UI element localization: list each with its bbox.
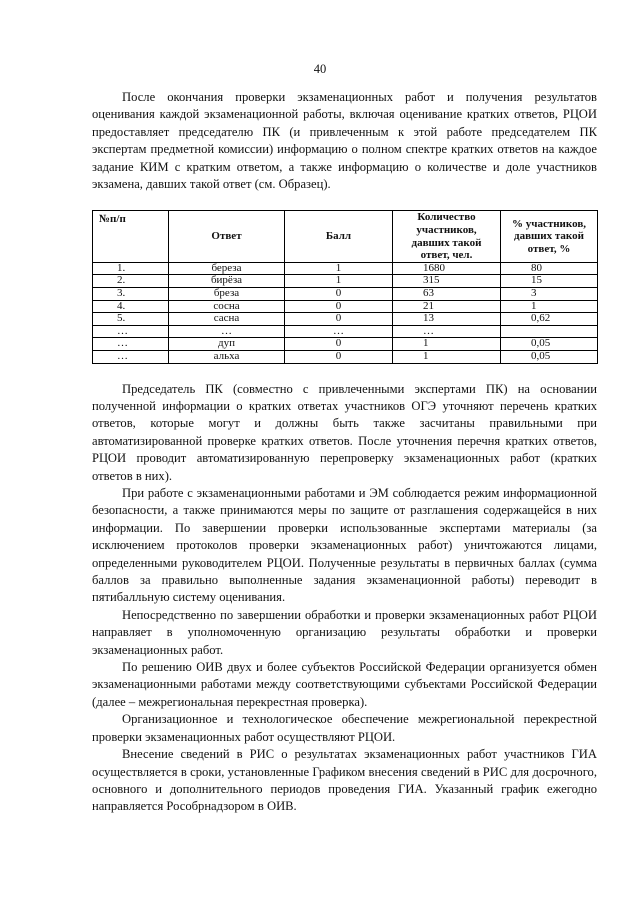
cell-num: 3.	[93, 288, 169, 301]
cell-count: 63	[393, 288, 501, 301]
sample-table-wrapper	[92, 210, 597, 363]
page-number: 40	[313, 62, 327, 76]
cell-percent: 0,05	[501, 350, 598, 363]
short-answers-table	[92, 210, 598, 363]
cell-count: 1	[393, 338, 501, 351]
cell-count: 21	[393, 300, 501, 313]
header-percent: % участников, давших такой ответ, %	[501, 211, 598, 262]
paragraph: По решению ОИВ двух и более субъектов Российской Федерации организуется обмен экзаменационными работами между соответствующими субъектами Российской Федерации (далее – межрегиональная перекрестная проверка).	[92, 660, 597, 709]
header-count: Количество участников, давших такой ответ, чел.	[393, 211, 501, 262]
table-row	[93, 313, 598, 326]
cell-percent: 0,62	[501, 313, 598, 326]
cell-score: 0	[285, 338, 393, 351]
cell-num: 2.	[93, 275, 169, 288]
header-score: Балл	[285, 211, 393, 262]
table-header-row	[93, 211, 598, 262]
header-answer: Ответ	[169, 211, 285, 262]
cell-count: 1680	[393, 262, 501, 275]
cell-num: 5.	[93, 313, 169, 326]
table-row	[93, 325, 598, 338]
cell-score: 1	[285, 262, 393, 275]
table-row	[93, 275, 598, 288]
cell-answer: …	[169, 325, 285, 338]
cell-answer: сосна	[169, 300, 285, 313]
cell-percent: 0,05	[501, 338, 598, 351]
cell-percent	[501, 325, 598, 338]
paragraph: Председатель ПК (совместно с привлеченными экспертами ПК) на основании полученной информации о кратких ответах участников ОГЭ уточняют перечень кратких ответов, которые могут и должны быть также засчитаны правильными при автоматизированной проверке кратких ответов. После уточнения перечня кратких ответов, РЦОИ проводит автоматизированную перепроверку экзаменационных работ (кратких ответов в них).	[92, 381, 597, 483]
table-row	[93, 262, 598, 275]
cell-num: …	[93, 325, 169, 338]
cell-percent: 1	[501, 300, 598, 313]
paragraph: Внесение сведений в РИС о результатах экзаменационных работ участников ГИА осуществляется в сроки, установленные Графиком внесения сведений в РИС для досрочного, основного и дополнительного периодов проведения ГИА. Указанный график ежегодно направляется Рособрнадзором в ОИВ.	[92, 747, 597, 814]
cell-num: …	[93, 338, 169, 351]
document-body	[92, 89, 597, 816]
cell-percent: 3	[501, 288, 598, 301]
cell-score: 1	[285, 275, 393, 288]
cell-answer: альха	[169, 350, 285, 363]
cell-count: 315	[393, 275, 501, 288]
cell-count: 13	[393, 313, 501, 326]
cell-count: 1	[393, 350, 501, 363]
table-row	[93, 288, 598, 301]
cell-answer: бреза	[169, 288, 285, 301]
cell-score: …	[285, 325, 393, 338]
cell-score: 0	[285, 313, 393, 326]
cell-num: 1.	[93, 262, 169, 275]
cell-num: …	[93, 350, 169, 363]
header-num: №п/п	[93, 211, 169, 262]
table-row	[93, 300, 598, 313]
cell-answer: дуп	[169, 338, 285, 351]
cell-answer: бирёза	[169, 275, 285, 288]
cell-num: 4.	[93, 300, 169, 313]
paragraph: После окончания проверки экзаменационных работ и получения результатов оценивания каждой экзаменационной работы, включая оценивание кратких ответов, РЦОИ предоставляет председателю ПК (и привлеченным к этой работе председателем ПК экспертам предметной комиссии) информацию о полном спектре кратких ответов на каждое задание КИМ с кратким ответом, а также информацию о количестве и доле участников экзамена, давших такой ответ (см. Образец).	[92, 90, 597, 192]
cell-score: 0	[285, 350, 393, 363]
paragraph: Организационное и технологическое обеспечение межрегиональной перекрестной проверки экзаменационных работ осуществляют РЦОИ.	[92, 712, 597, 744]
cell-answer: береза	[169, 262, 285, 275]
cell-percent: 80	[501, 262, 598, 275]
cell-percent: 15	[501, 275, 598, 288]
cell-score: 0	[285, 288, 393, 301]
paragraph: При работе с экзаменационными работами и ЭМ соблюдается режим информационной безопасности, а также принимаются меры по защите от разглашения содержащейся в них информации. По завершении проверки использованные экспертами материалы (за исключением протоколов проверки экзаменационных работ) уничтожаются лицами, определенными руководителем РЦОИ. Полученные результаты в первичных баллах (сумма баллов за правильно выполненные задания экзаменационной работы) переводит в пятибалльную систему оценивания.	[92, 486, 597, 605]
cell-count: …	[393, 325, 501, 338]
paragraph: Непосредственно по завершении обработки и проверки экзаменационных работ РЦОИ направляет в уполномоченную организацию результаты обработки и проверки экзаменационных работ.	[92, 607, 597, 657]
table-row	[93, 338, 598, 351]
cell-score: 0	[285, 300, 393, 313]
table-row	[93, 350, 598, 363]
cell-answer: сасна	[169, 313, 285, 326]
